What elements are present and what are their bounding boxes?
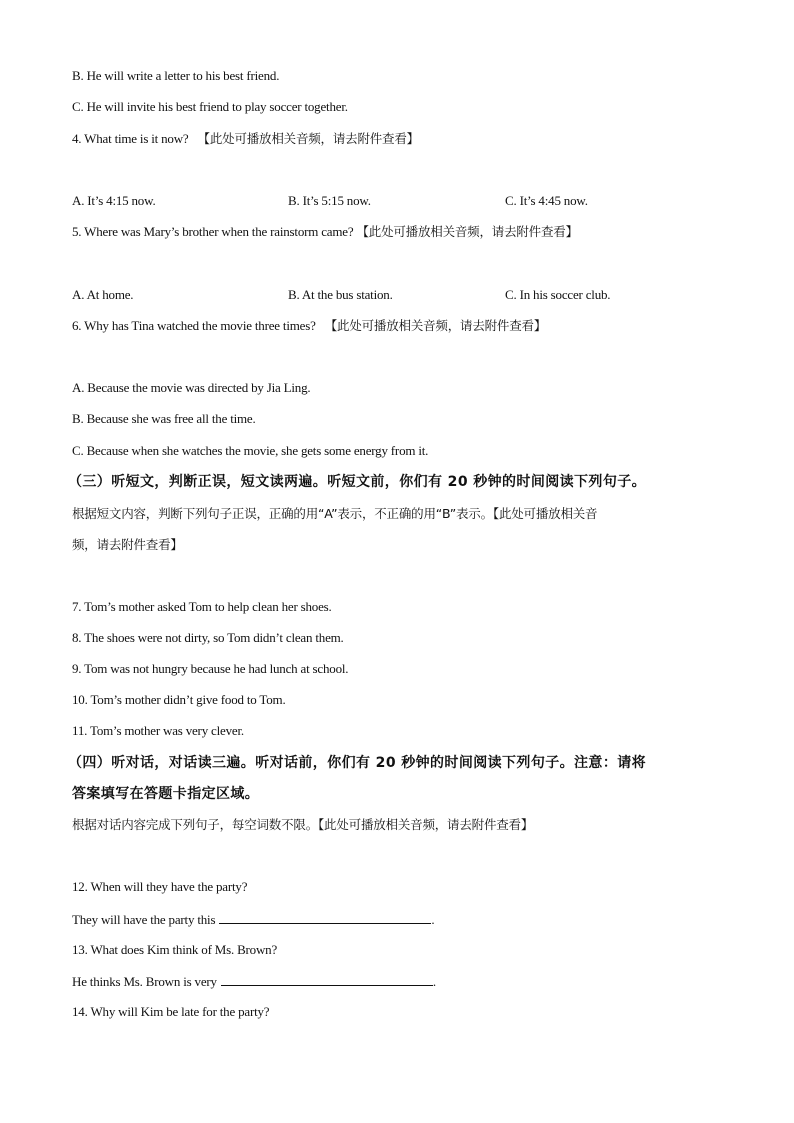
question-14: 14. Why will Kim be late for the party? (72, 1004, 270, 1019)
section-3-instruction-line2: 频，请去附件查看】 (72, 537, 183, 552)
q4-option-a: A. It’s 4:15 now. (72, 193, 156, 208)
answer-12-blank[interactable] (219, 911, 431, 924)
q5-option-a: A. At home. (72, 287, 134, 302)
q5-option-b: B. At the bus station. (288, 287, 393, 302)
q3-option-c: C. He will invite his best friend to play soccer together. (72, 99, 348, 114)
question-13: 13. What does Kim think of Ms. Brown? (72, 942, 278, 957)
answer-13-blank[interactable] (221, 973, 433, 986)
statement-9: 9. Tom was not hungry because he had lunch at school. (72, 661, 349, 676)
answer-12-line (72, 911, 434, 928)
q6-option-c: C. Because when she watches the movie, she gets some energy from it. (72, 443, 429, 458)
q5-option-c: C. In his soccer club. (505, 287, 611, 302)
q6-option-b: B. Because she was free all the time. (72, 411, 256, 426)
section-4-heading-line2: 答案填写在答题卡指定区域。 (72, 786, 260, 802)
answer-12-prefix: They will have the party this (72, 912, 216, 927)
q4-option-b: B. It’s 5:15 now. (288, 193, 371, 208)
audio-note[interactable]: 【此处可播放相关音频，请去附件查看】 (324, 318, 547, 333)
audio-note[interactable]: 【此处可播放相关音频，请去附件查看】 (197, 131, 419, 146)
statement-11: 11. Tom’s mother was very clever. (72, 723, 244, 738)
answer-13-prefix: He thinks Ms. Brown is very (72, 974, 217, 989)
answer-13-line (72, 973, 436, 990)
section-4-instruction: 根据对话内容完成下列句子，每空词数不限。【此处可播放相关音频，请去附件查看】 (72, 817, 534, 832)
answer-12-period: . (431, 912, 435, 927)
statement-10: 10. Tom’s mother didn’t give food to Tom. (72, 692, 286, 707)
question-12: 12. When will they have the party? (72, 879, 248, 894)
statement-8: 8. The shoes were not dirty, so Tom didn’t clean them. (72, 630, 344, 645)
q6-option-a: A. Because the movie was directed by Jia Ling. (72, 380, 311, 395)
question-6-text: 6. Why has Tina watched the movie three times? (72, 318, 316, 333)
section-4-heading-line1: （四）听对话，对话读三遍。听对话前，你们有 20 秒钟的时间阅读下列句子。注意：请将 (68, 755, 647, 771)
question-5 (72, 224, 578, 240)
statement-7: 7. Tom’s mother asked Tom to help clean her shoes. (72, 599, 332, 614)
question-5-text: 5. Where was Mary’s brother when the rainstorm came? (72, 224, 354, 239)
question-6 (72, 318, 546, 334)
question-4-text: 4. What time is it now? (72, 131, 189, 146)
audio-note[interactable]: 【此处可播放相关音频，请去附件查看】 (356, 224, 578, 239)
answer-13-period: . (432, 974, 436, 989)
q4-option-c: C. It’s 4:45 now. (505, 193, 588, 208)
section-3-heading: （三）听短文，判断正误，短文读两遍。听短文前，你们有 20 秒钟的时间阅读下列句子。 (68, 474, 647, 490)
section-3-instruction-line1: 根据短文内容，判断下列句子正误，正确的用“A”表示，不正确的用“B”表示。【此处可播放相关音 (72, 506, 598, 521)
question-4 (72, 131, 419, 147)
q3-option-b: B. He will write a letter to his best friend. (72, 68, 280, 83)
